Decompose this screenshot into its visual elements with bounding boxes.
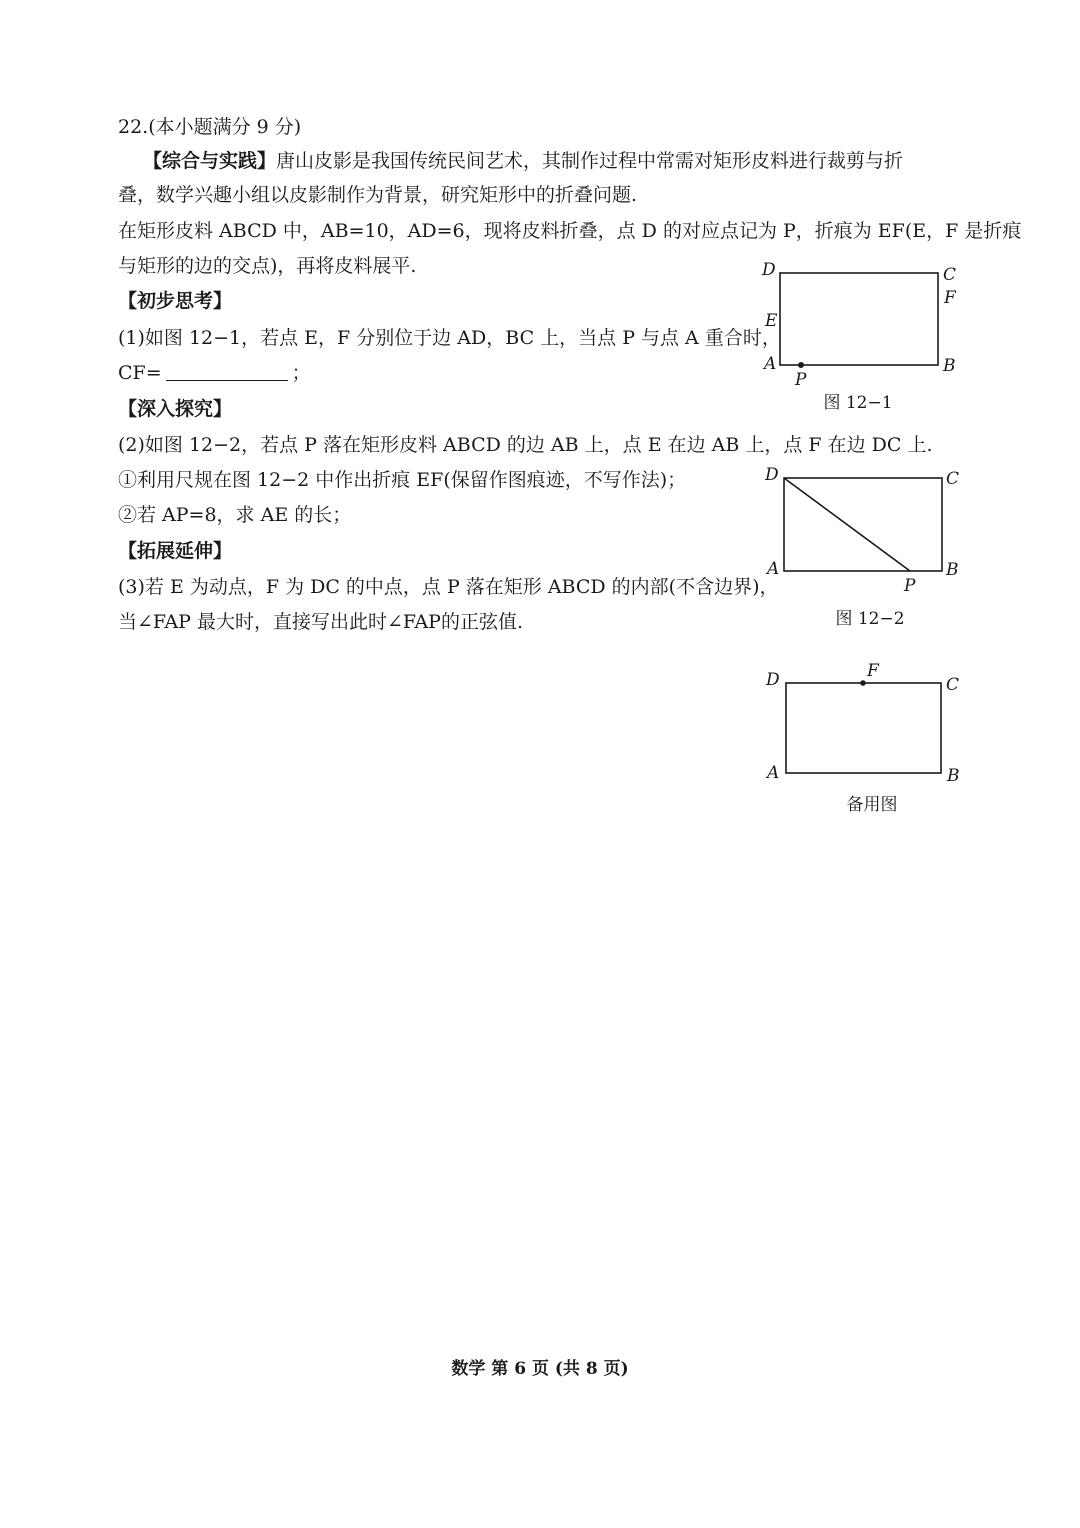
label-f: F [867, 661, 879, 681]
q1-answer-blank[interactable] [166, 364, 288, 381]
label-a: A [767, 559, 780, 579]
label-a: A [767, 763, 780, 783]
segment-dp [784, 478, 910, 571]
intro-line1: 唐山皮影是我国传统民间艺术，其制作过程中常需对矩形皮料进行裁剪与折 [276, 150, 904, 172]
q1-answer-line [118, 360, 311, 386]
figure-12-2-caption: 图 12−2 [835, 609, 905, 629]
label-b: B [943, 356, 956, 376]
rectangle-abcd [786, 683, 941, 773]
q2-sub1: ①利用尺规在图 12−2 中作出折痕 EF(保留作图痕迹，不写作法)； [118, 469, 687, 491]
q2-line1: (2)如图 12−2，若点 P 落在矩形皮料 ABCD 的边 AB 上，点 E 在边 AB 上，点 F 在边 DC 上. [118, 434, 933, 456]
label-c: C [946, 675, 960, 695]
label-e: E [765, 311, 778, 331]
setup-line1: 在矩形皮料 ABCD 中，AB=10，AD=6，现将皮料折叠，点 D 的对应点记为 P，折痕为 EF(E，F 是折痕 [118, 220, 1022, 242]
intro-paragraph [143, 148, 903, 174]
figure-12-1-caption: 图 12−1 [823, 393, 893, 413]
point-p [798, 362, 804, 368]
label-c: C [943, 265, 957, 285]
rectangle-abcd [780, 273, 938, 365]
intro-tag: 【综合与实践】 [143, 150, 277, 172]
label-p: P [795, 370, 807, 390]
section-explore-title: 【深入探究】 [118, 398, 233, 420]
figure-backup-caption: 备用图 [846, 795, 898, 815]
label-d: D [765, 465, 779, 485]
label-d: D [762, 260, 776, 280]
figure-backup [760, 660, 980, 794]
label-p: P [904, 576, 916, 596]
figure-12-1 [755, 255, 975, 389]
q1-line1: (1)如图 12−1，若点 E，F 分别位于边 AD，BC 上，当点 P 与点 A 重合时， [118, 327, 781, 349]
q1-suffix: ； [291, 362, 311, 384]
question-header: 22.(本小题满分 9 分) [118, 116, 302, 138]
label-d: D [766, 670, 780, 690]
intro-line2: 叠，数学兴趣小组以皮影制作为背景，研究矩形中的折叠问题. [118, 184, 638, 206]
label-a: A [764, 354, 777, 374]
label-f: F [944, 288, 956, 308]
label-b: B [946, 560, 959, 580]
q2-sub2: ②若 AP=8，求 AE 的长； [118, 504, 352, 526]
label-b: B [947, 766, 960, 786]
q1-prefix: CF= [118, 362, 162, 384]
q3-line2: 当∠FAP 最大时，直接写出此时∠FAP的正弦值. [118, 611, 523, 633]
label-c: C [946, 469, 960, 489]
point-f [860, 680, 866, 686]
rectangle-abcd [784, 478, 942, 571]
page-footer: 数学 第 6 页 (共 8 页) [451, 1359, 629, 1379]
figure-12-2 [758, 458, 978, 602]
q3-line1: (3)若 E 为动点，F 为 DC 的中点，点 P 落在矩形 ABCD 的内部(不含边界)， [118, 576, 779, 598]
section-preliminary-title: 【初步思考】 [118, 290, 233, 312]
setup-line2: 与矩形的边的交点)，再将皮料展平. [118, 255, 417, 277]
section-extend-title: 【拓展延伸】 [118, 540, 233, 562]
